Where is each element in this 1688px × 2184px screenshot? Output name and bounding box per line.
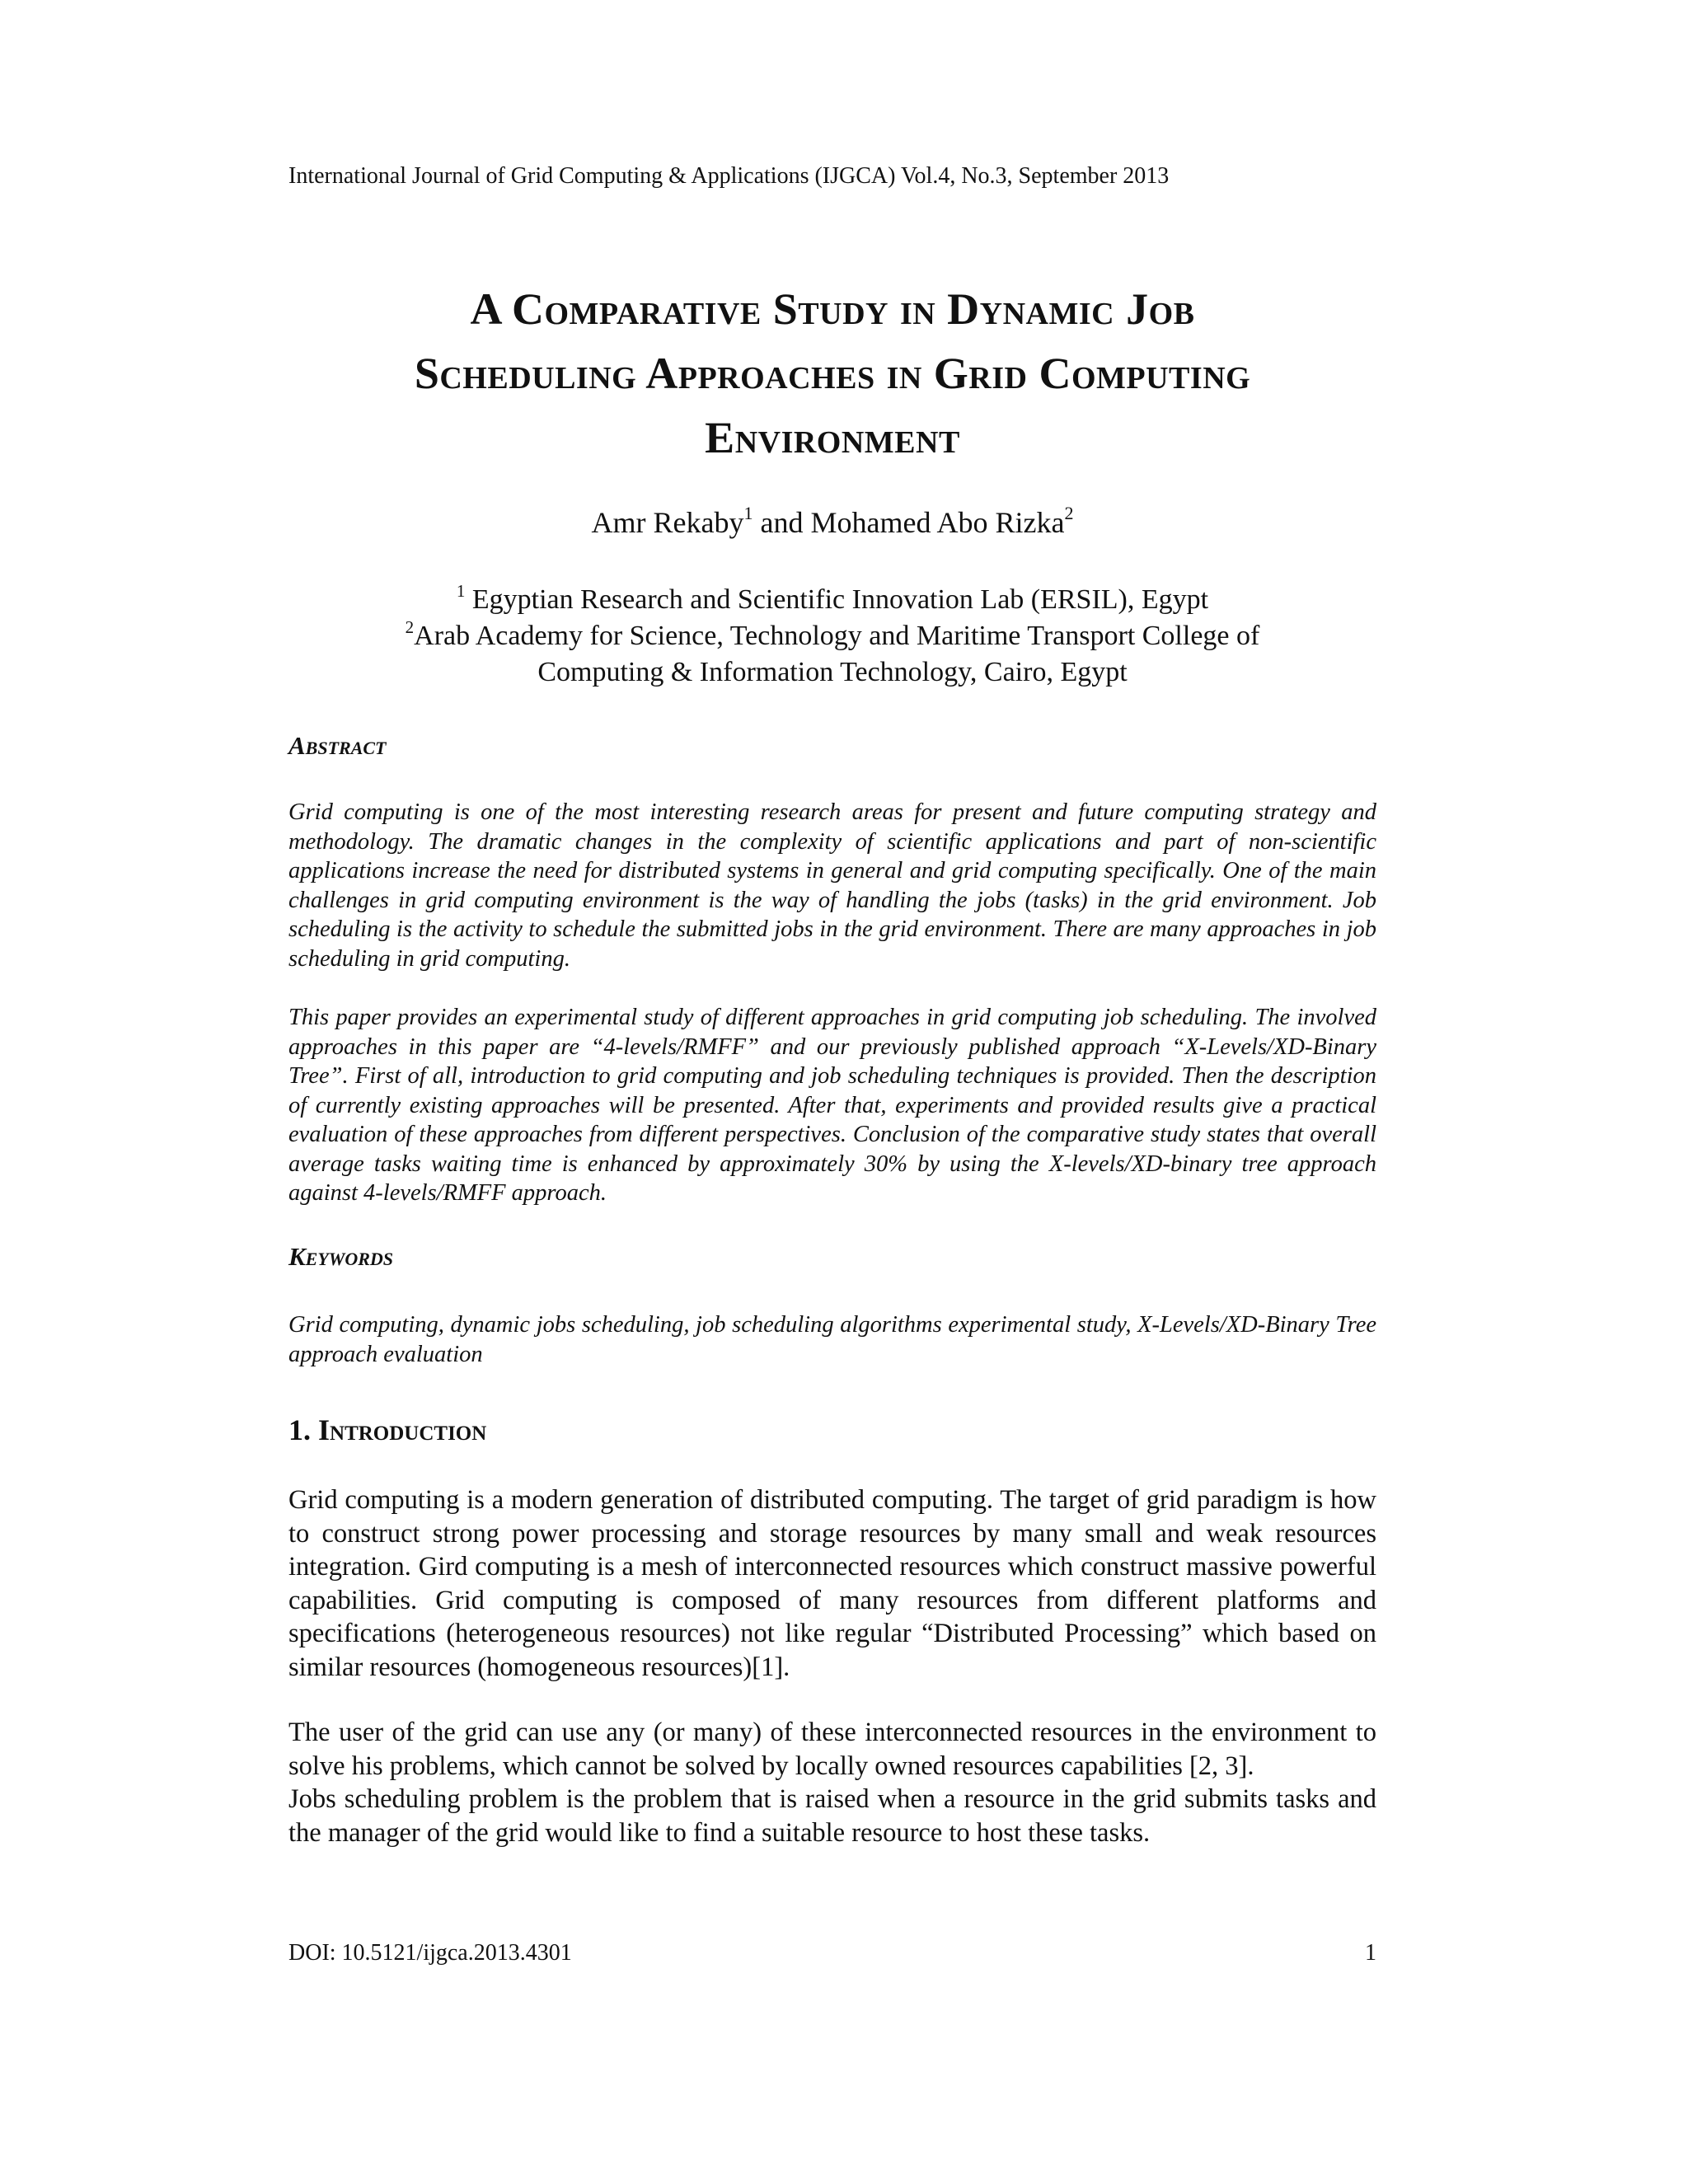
author-2: Mohamed Abo Rizka	[810, 506, 1065, 539]
author-list	[247, 503, 1418, 542]
introduction-paragraph-2-part-2: Jobs scheduling problem is the problem that is raised when a resource in the grid submits tasks and the manager of the grid would like to find a suitable resource to host these tasks.	[288, 1784, 1376, 1848]
title-line-2: Scheduling Approaches in Grid Computing	[414, 349, 1251, 398]
keywords-text: Grid computing, dynamic jobs scheduling, job scheduling algorithms experimental study, X-Levels/XD-Binary Tree approach evaluation	[288, 1312, 1376, 1367]
abstract-paragraph-1: Grid computing is one of the most interesting research areas for present and future computing strategy and methodology. The dramatic changes in the complexity of scientific applications and part of non-scientific applications increase the need for distributed systems in general and grid computing specifically. One of the main challenges in grid computing environment is the way of handling the jobs (tasks) in the grid environment. Job scheduling is the activity to schedule the submitted jobs in the grid environment. There are many approaches in job scheduling in grid computing.	[288, 799, 1376, 972]
introduction-paragraph-1: Grid computing is a modern generation of distributed computing. The target of grid paradigm is how to construct strong power processing and storage resources by many small and weak resources integration. Gird computing is a mesh of interconnected resources which construct massive powerful capabilities. Grid computing is composed of many resources from different platforms and specifications (heterogeneous resources) not like regular “Distributed Processing” which based on similar resources (homogeneous resources)[1].	[288, 1485, 1376, 1682]
paper-title	[247, 277, 1418, 470]
affiliation-1	[247, 582, 1418, 618]
introduction-heading: 1. Introduction	[288, 1413, 487, 1446]
author-1-affiliation-mark: 1	[743, 503, 753, 523]
affiliation-2-text-line-2: Computing & Information Technology, Cairo, Egypt	[537, 657, 1128, 687]
page-number: 1	[1365, 1940, 1376, 1966]
introduction-paragraph-2-part-1: The user of the grid can use any (or many) of these interconnected resources in the environment to solve his problems, which cannot be solved by locally owned resources capabilities [2, 3].	[288, 1718, 1376, 1781]
author-1: Amr Rekaby	[591, 506, 744, 539]
abstract-heading: Abstract	[288, 731, 387, 760]
doi-footer: DOI: 10.5121/ijgca.2013.4301	[288, 1940, 572, 1966]
affiliation-1-text: Egyptian Research and Scientific Innovation Lab (ERSIL), Egypt	[465, 584, 1209, 615]
journal-header: International Journal of Grid Computing & Applications (IJGCA) Vol.4, No.3, September 2013	[288, 163, 1170, 189]
title-line-1: A Comparative Study in Dynamic Job	[470, 284, 1195, 334]
affiliations	[247, 582, 1418, 691]
affiliation-2-mark: 2	[405, 617, 415, 637]
affiliation-2	[247, 618, 1418, 654]
author-conjunction: and	[753, 506, 811, 539]
abstract-paragraph-2: This paper provides an experimental study of different approaches in grid computing job scheduling. The involved approaches in this paper are “4-levels/RMFF” and our previously published approach “X-Levels/XD-Binary Tree”. First of all, introduction to grid computing and job scheduling techniques is provided. Then the description of currently existing approaches will be presented. After that, experiments and provided results give a practical evaluation of these approaches from different perspectives. Conclusion of the comparative study states that overall average tasks waiting time is enhanced by approximately 30% by using the X-levels/XD-binary tree approach against 4-levels/RMFF approach.	[288, 1005, 1376, 1206]
title-line-3: Environment	[705, 413, 960, 462]
keywords-heading: Keywords	[288, 1242, 394, 1271]
affiliation-1-mark: 1	[456, 581, 466, 601]
introduction-paragraph-2	[288, 1716, 1376, 1849]
author-2-affiliation-mark: 2	[1064, 503, 1074, 523]
affiliation-2-text-line-1: Arab Academy for Science, Technology and Maritime Transport College of	[414, 621, 1260, 651]
